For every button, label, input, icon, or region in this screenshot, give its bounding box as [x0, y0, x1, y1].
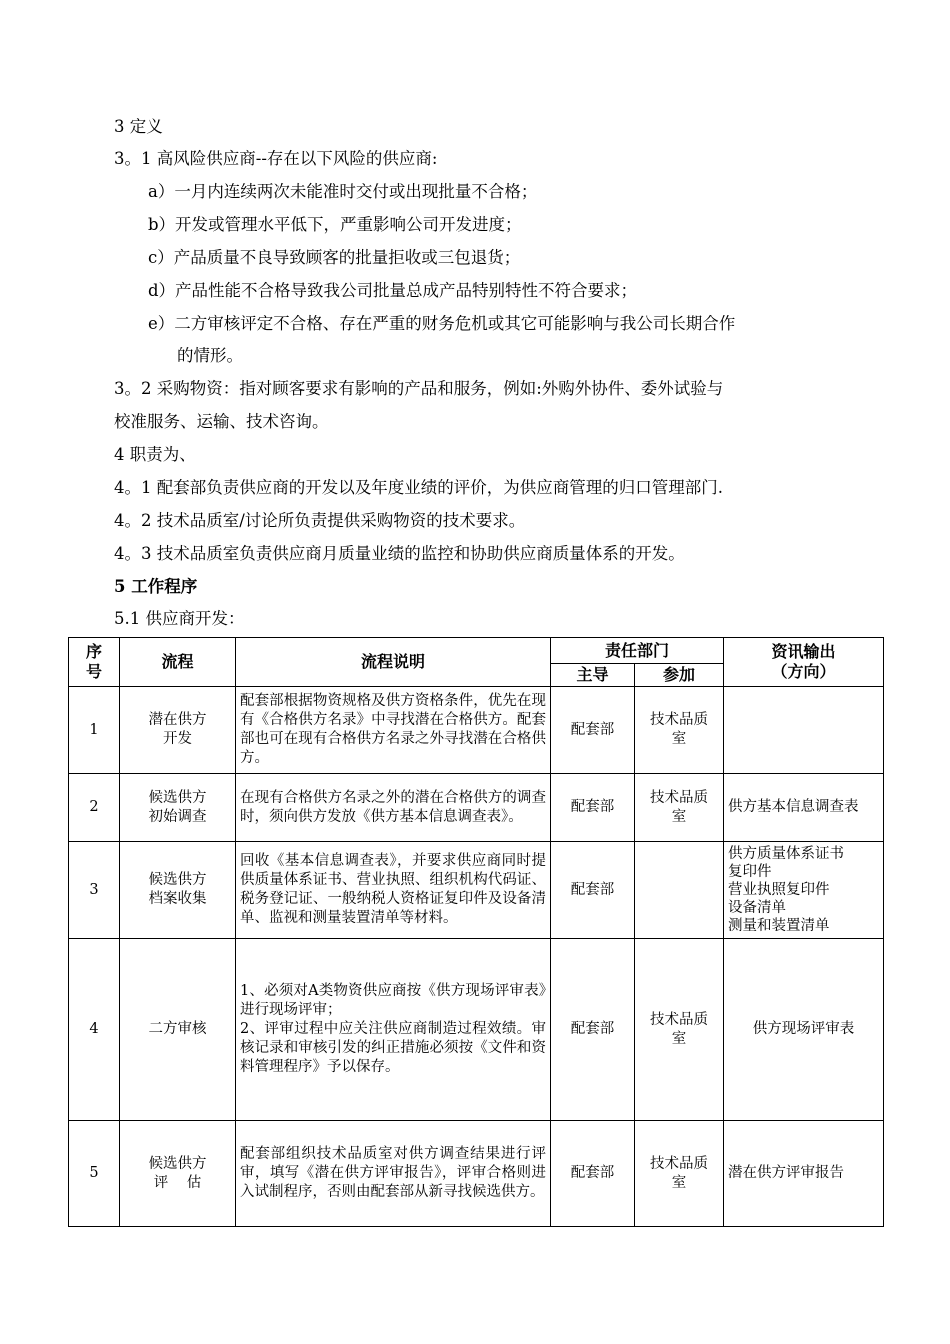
cell-lead: 配套部 — [551, 842, 635, 939]
cell-process: 候选供方 初始调查 — [120, 774, 236, 842]
list-item-e-continuation: 的情形。 — [177, 346, 243, 365]
header-participate: 参加 — [635, 664, 724, 687]
cell-process: 候选供方 评 估 — [120, 1121, 236, 1227]
cell-process: 候选供方 档案收集 — [120, 842, 236, 939]
list-item-d: d）产品性能不合格导致我公司批量总成产品特别特性不符合要求； — [148, 281, 638, 300]
header-seq: 序 号 — [69, 638, 120, 687]
section-4-3: 4。3 技术品质室负责供应商月质量业绩的监控和协助供应商质量体系的开发。 — [114, 544, 685, 563]
section-5-heading: 5 工作程序 — [114, 577, 198, 596]
list-item-a: a）一月内连续两次未能准时交付或出现批量不合格； — [148, 182, 538, 201]
cell-participate: 技术品质 室 — [635, 1121, 724, 1227]
cell-participate: 技术品质 室 — [635, 939, 724, 1121]
supplier-development-table — [68, 637, 884, 1227]
cell-participate: 技术品质 室 — [635, 687, 724, 774]
cell-participate: 技术品质 室 — [635, 774, 724, 842]
cell-output: 供方现场评审表 — [724, 939, 884, 1121]
cell-participate — [635, 842, 724, 939]
cell-output — [724, 687, 884, 774]
list-item-b: b）开发或管理水平低下，严重影响公司开发进度； — [148, 215, 522, 234]
list-item-c: c）产品质量不良导致顾客的批量拒收或三包退货； — [148, 248, 521, 267]
section-4-1: 4。1 配套部负责供应商的开发以及年度业绩的评价，为供应商管理的归口管理部门. — [114, 478, 723, 497]
cell-output: 潜在供方评审报告 — [724, 1121, 884, 1227]
cell-seq: 2 — [69, 774, 120, 842]
section-5-1-heading: 5.1 供应商开发： — [114, 609, 245, 628]
table-row — [69, 774, 884, 842]
table-row — [69, 842, 884, 939]
cell-description: 配套部根据物资规格及供方资格条件，优先在现有《合格供方名录》中寻找潜在合格供方。配套部也可在现有合格供方名录之外寻找潜在合格供方。 — [236, 687, 551, 774]
cell-lead: 配套部 — [551, 774, 635, 842]
cell-description: 1、必须对A类物资供应商按《供方现场评审表》进行现场评审； 2、评审过程中应关注供应商制造过程效绩。审核记录和审核引发的纠正措施必须按《文件和资料管理程序》予以保存。 — [236, 939, 551, 1121]
section-4-heading: 4 职责为、 — [114, 445, 196, 464]
cell-seq: 4 — [69, 939, 120, 1121]
cell-lead: 配套部 — [551, 687, 635, 774]
cell-seq: 5 — [69, 1121, 120, 1227]
table-row — [69, 939, 884, 1121]
section-3-2-heading: 3。2 采购物资：指对顾客要求有影响的产品和服务，例如:外购外协件、委外试验与 — [114, 379, 724, 398]
header-responsible: 责任部门 — [551, 638, 724, 664]
header-description: 流程说明 — [236, 638, 551, 687]
cell-output: 供方质量体系证书 复印件 营业执照复印件 设备清单 测量和装置清单 — [724, 842, 884, 939]
table-row — [69, 687, 884, 774]
cell-process: 潜在供方 开发 — [120, 687, 236, 774]
table-row — [69, 1121, 884, 1227]
section-3-2-continuation: 校准服务、运输、技术咨询。 — [114, 412, 329, 431]
header-output: 资讯输出 （方向） — [724, 638, 884, 687]
cell-lead: 配套部 — [551, 939, 635, 1121]
cell-seq: 1 — [69, 687, 120, 774]
cell-output: 供方基本信息调查表 — [724, 774, 884, 842]
section-3-heading: 3 定义 — [114, 117, 163, 136]
cell-process: 二方审核 — [120, 939, 236, 1121]
list-item-e: e）二方审核评定不合格、存在严重的财务危机或其它可能影响与我公司长期合作 — [148, 314, 736, 333]
cell-description: 回收《基本信息调查表》，并要求供应商同时提供质量体系证书、营业执照、组织机构代码证、税务登记证、一般纳税人资格证复印件及设备清单、监视和测量装置清单等材料。 — [236, 842, 551, 939]
section-3-1-heading: 3。1 高风险供应商--存在以下风险的供应商: — [114, 149, 438, 168]
section-4-2: 4。2 技术品质室/讨论所负责提供采购物资的技术要求。 — [114, 511, 526, 530]
header-lead: 主导 — [551, 664, 635, 687]
cell-description: 在现有合格供方名录之外的潜在合格供方的调查时，须向供方发放《供方基本信息调查表》。 — [236, 774, 551, 842]
header-process: 流程 — [120, 638, 236, 687]
cell-seq: 3 — [69, 842, 120, 939]
cell-description: 配套部组织技术品质室对供方调查结果进行评审，填写《潜在供方评审报告》，评审合格则进入试制程序，否则由配套部从新寻找候选供方。 — [236, 1121, 551, 1227]
cell-lead: 配套部 — [551, 1121, 635, 1227]
